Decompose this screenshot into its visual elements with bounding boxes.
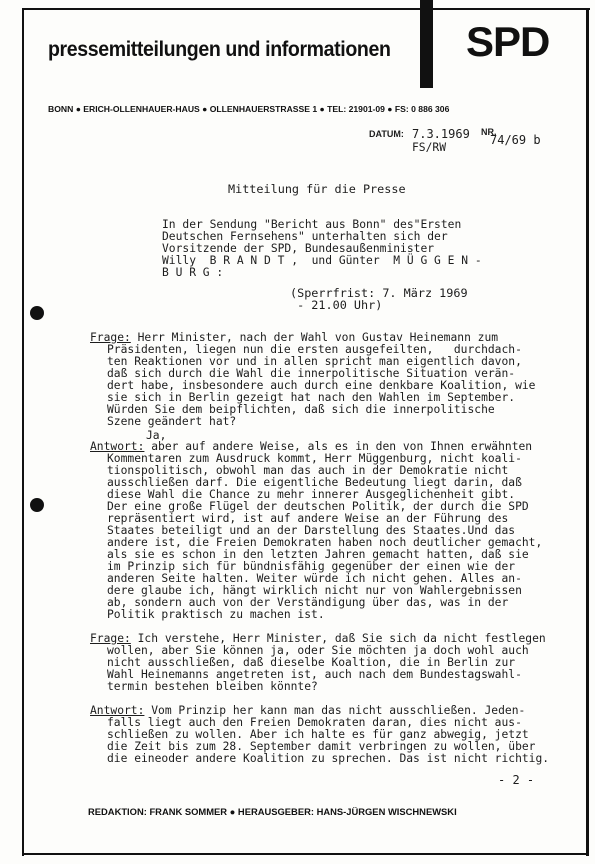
- question-line: Wahl Heinemanns angetreten ist, auch nach dem Bundestagswahl-: [107, 668, 522, 681]
- scan-border-left: [22, 8, 24, 856]
- answer-prefix: Ja,: [146, 429, 167, 442]
- question-line: Würden Sie dem beipflichten, daß sich die innerpolitische: [107, 403, 495, 416]
- question-first-line: Frage: Herr Minister, nach der Wahl von Gustav Heinemann zum: [90, 331, 499, 344]
- answer-line: repräsentiert wird, ist auf andere Weise an der Führung des: [107, 512, 509, 525]
- footer-editorial: REDAKTION: FRANK SOMMER ● HERAUSGEBER: HANS-JÜRGEN WISCHNEWSKI: [88, 806, 457, 817]
- scan-border-top: [22, 8, 590, 10]
- spd-logo: SPD: [466, 18, 550, 65]
- answer-first-line: Antwort: Vom Prinzip her kann man das nicht ausschließen. Jeden-: [90, 704, 526, 717]
- answer-line: ausschließen darf. Die eigentliche Bedeutung liegt darin, daß: [107, 476, 522, 489]
- intro-line: In der Sendung "Bericht aus Bonn" des"Ersten: [162, 218, 462, 231]
- question-label: Frage:: [90, 331, 131, 344]
- answer-first-line: Antwort: aber auf andere Weise, als es in den von Ihnen erwähnten: [90, 440, 533, 453]
- answer-line: anderen Seite halten. Weiter würde ich nicht gehen. Alles an-: [107, 572, 522, 585]
- punch-hole-lower: [30, 498, 44, 512]
- answer-line: Politik praktisch zu machen ist.: [107, 608, 325, 621]
- answer-label: Antwort:: [90, 704, 145, 717]
- answer-line: ab, sondern auch von der Verständigung über das, was in der: [107, 596, 509, 609]
- question-line: termin bestehen bleiben könnte?: [107, 680, 318, 693]
- question-line: daß sich durch die Wahl die innerpolitische Situation verän-: [107, 367, 516, 380]
- page-number: - 2 -: [498, 773, 535, 787]
- question-line: wollen, aber Sie können ja, oder Sie möchten ja doch wohl auch: [107, 644, 529, 657]
- answer-line: als sie es schon in den letzten Jahren gemacht hatten, daß sie: [107, 548, 529, 561]
- embargo-line: (Sperrfrist: 7. März 1969: [290, 286, 468, 300]
- question-label: Frage:: [90, 632, 131, 645]
- embargo-line: - 21.00 Uhr): [290, 298, 383, 312]
- document-heading: Mitteilung für die Presse: [228, 182, 406, 196]
- answer-line: diese Wahl die Chance zu mehr innerer Ausgeglichenheit gibt.: [107, 488, 516, 501]
- question-line: nicht ausschließen, daß dieselbe Koaltion, die in Berlin zur: [107, 656, 516, 669]
- scan-border-bottom: [22, 853, 589, 855]
- answer-line: im Prinzip sich für bündnisfähig gegenüber der einen wie der: [107, 560, 516, 573]
- reference-code: FS/RW: [412, 141, 447, 154]
- answer-line: die Zeit bis zum 28. September damit verbringen zu wollen, über: [107, 740, 536, 753]
- question-line: ten Reaktionen vor und in allen spricht man eigentlich davon,: [107, 355, 522, 368]
- punch-hole-upper: [30, 306, 44, 320]
- answer-label: Antwort:: [90, 440, 145, 453]
- answer-line: Staates beteiligt und an der Darstellung des Staates.Und das: [107, 524, 516, 537]
- letterhead-title: pressemitteilungen und informationen: [48, 38, 391, 61]
- intro-line: Vorsitzende der SPD, Bundesaußenminister: [162, 242, 435, 255]
- answer-line: schließen zu wollen. Aber ich halte es für ganz abwegig, jetzt: [107, 728, 529, 741]
- scan-border-right: [586, 8, 589, 856]
- question-line: sie sich in Berlin gezeigt hat nach den Wahlen im September.: [107, 391, 516, 404]
- answer-line: andere ist, die Freien Demokraten haben noch deutlicher gemacht,: [107, 536, 543, 549]
- answer-line: Der eine große Flügel der deutschen Politik, der durch die SPD: [107, 500, 529, 513]
- question-line: Präsidenten, liegen nun die ersten ausgefeilten, durchdach-: [107, 343, 522, 356]
- nr-label: NR.: [481, 127, 497, 137]
- intro-line: Willy B R A N D T , und Günter M Ü G G E N -: [162, 254, 482, 267]
- question-line: dert habe, insbesondere auch durch eine denkbare Koalition, wie: [107, 379, 536, 392]
- answer-line: tionspolitisch, obwohl man das auch in der Demokratie nicht: [107, 464, 509, 477]
- letterhead-divider-bar: [420, 0, 433, 88]
- question-first-line: Frage: Ich verstehe, Herr Minister, daß Sie sich da nicht festlegen: [90, 632, 546, 645]
- answer-line: Kommentaren zum Ausdruck kommt, Herr Müggenburg, nicht koali-: [107, 452, 522, 465]
- intro-line: Deutschen Fernsehens" unterhalten sich der: [162, 230, 448, 243]
- letterhead-address: BONN ● ERICH-OLLENHAUER-HAUS ● OLLENHAUERSTRASSE 1 ● TEL: 21901-09 ● FS: 0 886 306: [48, 104, 450, 114]
- datum-label: DATUM:: [369, 129, 404, 139]
- intro-line: B U R G :: [162, 266, 224, 279]
- answer-line: falls liegt auch den Freien Demokraten daran, dies nicht aus-: [107, 716, 522, 729]
- question-line: Szene geändert hat?: [107, 415, 237, 428]
- answer-line: die eineoder andere Koalition zu sprechen. Das ist nicht richtig.: [107, 752, 550, 765]
- nr-value: 74/69 b: [490, 133, 541, 147]
- datum-value: 7.3.1969: [412, 127, 470, 141]
- answer-line: dere glaube ich, hängt wirklich nicht nur von Wahlergebnissen: [107, 584, 522, 597]
